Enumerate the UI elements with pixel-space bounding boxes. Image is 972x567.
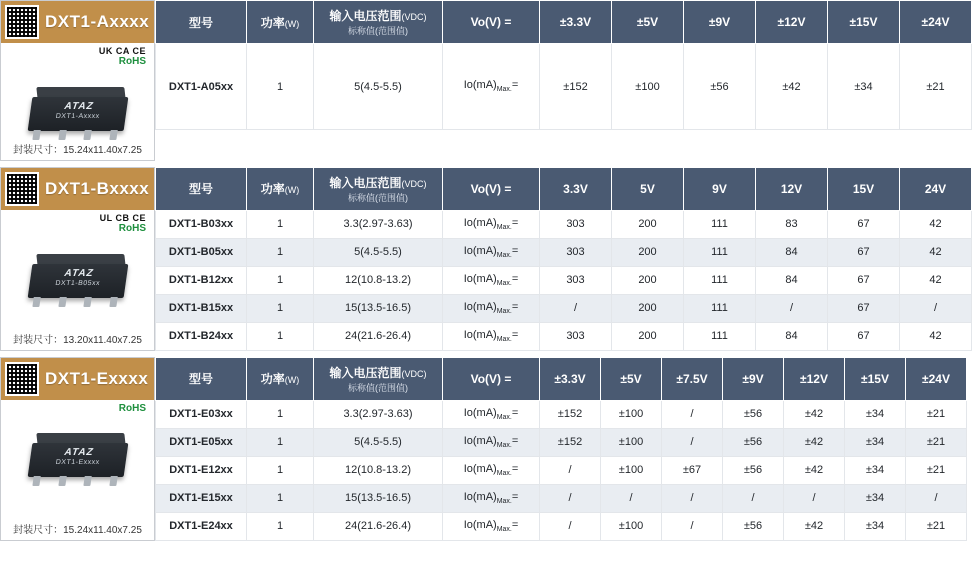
column-header-label: 功率 (260, 182, 285, 197)
output-current-cell: / (906, 484, 967, 512)
certification-marks (1, 43, 154, 68)
module-illustration (26, 254, 130, 308)
product-panel (0, 0, 155, 161)
output-current-cell: ±34 (828, 44, 900, 130)
output-current-cell: / (784, 484, 845, 512)
product-block (0, 357, 950, 541)
input-voltage-cell: 15(13.5-16.5) (314, 484, 443, 512)
column-header (612, 1, 684, 44)
output-current-cell: 111 (684, 238, 756, 266)
output-current-cell: ±100 (601, 456, 662, 484)
column-header-label: 3.3V (563, 181, 588, 196)
output-current-cell: 67 (828, 266, 900, 294)
input-voltage-cell: 24(21.6-26.4) (314, 322, 443, 350)
column-header-label: 输入电压范围 (329, 9, 402, 23)
module-brand-label: ATAZ (63, 267, 94, 279)
qr-code-icon[interactable] (5, 5, 39, 39)
output-current-cell: 111 (684, 294, 756, 322)
output-current-cell: 83 (756, 210, 828, 238)
column-header (314, 167, 443, 210)
model-cell: DXT1-E03xx (156, 400, 247, 428)
table-row[interactable] (156, 322, 972, 350)
output-current-cell: ±152 (540, 400, 601, 428)
output-current-cell: 303 (540, 210, 612, 238)
model-cell: DXT1-E15xx (156, 484, 247, 512)
output-current-label-cell: $Io(mA)_{Max.}=$ (443, 44, 540, 130)
spacer-cell (443, 130, 540, 161)
column-header (612, 167, 684, 210)
column-header (247, 167, 314, 210)
output-current-label-cell: $Io(mA)_{Max.}=$ (443, 266, 540, 294)
product-block (0, 0, 950, 161)
column-header (247, 1, 314, 44)
certification-marks (1, 210, 154, 235)
product-series-title: DXT1-Bxxxx (45, 178, 150, 198)
column-header-unit: (W) (284, 18, 300, 29)
column-header (845, 357, 906, 400)
output-current-cell: 200 (612, 322, 684, 350)
power-cell: 1 (247, 322, 314, 350)
model-cell: DXT1-B12xx (156, 266, 247, 294)
column-header-label: ±12V (800, 371, 828, 386)
cert-mark: UK CA CE (98, 46, 146, 56)
output-current-cell: / (662, 512, 723, 540)
table-header-row (156, 1, 972, 44)
column-header (828, 1, 900, 44)
output-current-cell: 67 (828, 322, 900, 350)
column-header-unit: (W) (284, 375, 300, 386)
column-header-label: 12V (780, 181, 803, 196)
column-header-label: ±5V (636, 15, 659, 29)
column-header (443, 167, 540, 210)
output-current-cell: ±34 (845, 484, 906, 512)
spacer-row (156, 130, 972, 161)
spacer-cell (828, 130, 900, 161)
column-header (906, 357, 967, 400)
output-current-cell: / (540, 512, 601, 540)
input-voltage-cell: 3.3(2.97-3.63) (314, 400, 443, 428)
module-part-label: DXT1-B05xx (54, 279, 100, 287)
module-illustration (26, 87, 130, 141)
column-header (784, 357, 845, 400)
module-pins (32, 297, 117, 307)
column-header-label: 功率 (260, 372, 285, 387)
column-header-label: 9V (712, 181, 727, 196)
column-header-label: ±15V (861, 371, 889, 386)
output-current-cell: / (723, 484, 784, 512)
output-current-cell: / (662, 400, 723, 428)
output-current-cell: ±152 (540, 428, 601, 456)
output-current-cell: / (601, 484, 662, 512)
input-voltage-cell: 12(10.8-13.2) (314, 266, 443, 294)
column-header-sub: 标称值(范围值) (348, 26, 408, 36)
column-header-label: ±12V (777, 15, 806, 29)
column-header-unit: (VDC) (401, 12, 427, 22)
output-current-cell: 303 (540, 322, 612, 350)
column-header-label: 24V (924, 181, 947, 196)
spacer-cell (612, 130, 684, 161)
package-size-note: 封装尺寸：15.24x11.40x7.25 (13, 524, 142, 536)
column-header-label: 输入电压范围 (329, 365, 402, 380)
qr-code-icon[interactable] (5, 172, 39, 206)
output-current-cell: / (540, 294, 612, 322)
column-header (900, 1, 972, 44)
table-row[interactable] (156, 294, 972, 322)
column-header-label: 5V (640, 181, 655, 196)
model-cell: DXT1-B24xx (156, 322, 247, 350)
column-header (314, 357, 443, 400)
output-current-cell: ±21 (906, 428, 967, 456)
panel-header (1, 1, 154, 43)
product-panel (0, 357, 155, 541)
model-cell: DXT1-E24xx (156, 512, 247, 540)
output-current-cell: 42 (900, 210, 972, 238)
module-part-label: DXT1-Axxxx (54, 112, 100, 120)
column-header (756, 167, 828, 210)
input-voltage-cell: 5(4.5-5.5) (314, 44, 443, 130)
spacer-cell (314, 130, 443, 161)
output-current-cell: ±42 (784, 512, 845, 540)
output-current-label-cell: $Io(mA)_{Max.}=$ (443, 400, 540, 428)
column-header-label: ±3.3V (554, 371, 586, 386)
output-current-label-cell: $Io(mA)_{Max.}=$ (443, 512, 540, 540)
spec-table (155, 357, 967, 541)
panel-header (1, 168, 154, 210)
column-header (156, 1, 247, 44)
output-current-cell: 111 (684, 210, 756, 238)
output-current-cell: ±56 (723, 456, 784, 484)
certification-marks (1, 400, 154, 415)
output-current-label-cell: $Io(mA)_{Max.}=$ (443, 484, 540, 512)
output-current-cell: ±100 (612, 44, 684, 130)
power-cell: 1 (247, 512, 314, 540)
output-current-cell: ±21 (900, 44, 972, 130)
spacer-cell (900, 130, 972, 161)
output-current-cell: ±34 (845, 512, 906, 540)
table-row[interactable] (156, 44, 972, 130)
column-header (756, 1, 828, 44)
output-current-cell: ±56 (723, 428, 784, 456)
output-current-cell: ±34 (845, 428, 906, 456)
column-header-label: ±24V (921, 15, 950, 29)
output-current-cell: 42 (900, 322, 972, 350)
table-row[interactable] (156, 400, 967, 428)
column-header (540, 167, 612, 210)
output-current-cell: ±56 (723, 512, 784, 540)
product-block (0, 167, 947, 351)
column-header-label: ±3.3V (559, 15, 592, 29)
output-current-cell: 303 (540, 238, 612, 266)
output-current-cell: 111 (684, 322, 756, 350)
power-cell: 1 (247, 266, 314, 294)
output-current-cell: ±56 (684, 44, 756, 130)
output-current-cell: 111 (684, 266, 756, 294)
output-current-cell: ±34 (845, 456, 906, 484)
column-header-label: ±9V (708, 15, 731, 29)
output-current-cell: / (662, 428, 723, 456)
column-header (156, 357, 247, 400)
column-header (540, 357, 601, 400)
output-current-cell: 67 (828, 294, 900, 322)
column-header (601, 357, 662, 400)
output-current-cell: / (540, 456, 601, 484)
output-current-cell: ±56 (723, 400, 784, 428)
column-header (247, 357, 314, 400)
output-current-cell: / (756, 294, 828, 322)
column-header (828, 167, 900, 210)
output-current-cell: / (662, 484, 723, 512)
column-header-label: Vo(V) = (470, 181, 512, 196)
product-panel (0, 167, 155, 351)
output-current-cell: ±21 (906, 456, 967, 484)
column-header-unit: (VDC) (401, 178, 427, 189)
model-cell: DXT1-B05xx (156, 238, 247, 266)
module-brand-label: ATAZ (63, 100, 94, 112)
product-series-title: DXT1-Exxxx (45, 368, 149, 388)
column-header-label: Vo(V) = (470, 371, 512, 386)
rohs-mark: RoHS (118, 223, 146, 235)
panel-header (1, 358, 154, 400)
output-current-cell: 67 (828, 210, 900, 238)
column-header-label: ±5V (620, 371, 642, 386)
column-header (900, 167, 972, 210)
output-current-cell: / (540, 484, 601, 512)
output-current-label-cell: $Io(mA)_{Max.}=$ (443, 210, 540, 238)
product-series-title: DXT1-Axxxx (45, 12, 150, 31)
output-current-cell: 200 (612, 238, 684, 266)
table-header-row (156, 357, 967, 400)
spacer-cell (540, 130, 612, 161)
table-row[interactable] (156, 210, 972, 238)
output-current-cell: ±100 (601, 428, 662, 456)
column-header-unit: (W) (284, 185, 300, 196)
column-header-label: ±9V (742, 371, 764, 386)
output-current-cell: / (900, 294, 972, 322)
table-row[interactable] (156, 238, 972, 266)
column-header-label: 型号 (188, 372, 213, 387)
power-cell: 1 (247, 400, 314, 428)
input-voltage-cell: 12(10.8-13.2) (314, 456, 443, 484)
input-voltage-cell: 3.3(2.97-3.63) (314, 210, 443, 238)
module-illustration (26, 433, 130, 487)
table-row[interactable] (156, 484, 967, 512)
column-header (684, 1, 756, 44)
column-header-label: ±15V (849, 15, 878, 29)
column-header-unit: (VDC) (401, 368, 427, 379)
power-cell: 1 (247, 456, 314, 484)
spec-table (155, 167, 972, 351)
column-header-sub: 标称值(范围值) (348, 382, 408, 393)
output-current-cell: ±100 (601, 400, 662, 428)
output-current-label-cell: $Io(mA)_{Max.}=$ (443, 456, 540, 484)
output-current-label-cell: $Io(mA)_{Max.}=$ (443, 428, 540, 456)
input-voltage-cell: 15(13.5-16.5) (314, 294, 443, 322)
power-cell: 1 (247, 210, 314, 238)
output-current-cell: 42 (900, 266, 972, 294)
output-current-cell: ±67 (662, 456, 723, 484)
module-part-label: DXT1-Exxxx (54, 459, 100, 467)
column-header-label: 功率 (260, 15, 285, 30)
output-current-cell: ±42 (784, 456, 845, 484)
output-current-cell: ±42 (784, 400, 845, 428)
cert-mark: UL CB CE (99, 212, 146, 223)
module-pins (32, 476, 117, 486)
input-voltage-cell: 5(4.5-5.5) (314, 428, 443, 456)
spacer-cell (756, 130, 828, 161)
output-current-cell: 200 (612, 210, 684, 238)
product-photo (1, 235, 154, 327)
model-cell: DXT1-A05xx (156, 44, 247, 130)
output-current-cell: ±42 (784, 428, 845, 456)
table-header-row (156, 167, 972, 210)
output-current-cell: 84 (756, 238, 828, 266)
power-cell: 1 (247, 428, 314, 456)
column-header-label: ±7.5V (676, 371, 708, 386)
column-header (314, 1, 443, 44)
power-cell: 1 (247, 238, 314, 266)
package-size-note: 封装尺寸：13.20x11.40x7.25 (13, 334, 142, 346)
column-header (684, 167, 756, 210)
table-row[interactable] (156, 512, 967, 540)
table-row[interactable] (156, 266, 972, 294)
output-current-cell: ±100 (601, 512, 662, 540)
output-current-cell: ±34 (845, 400, 906, 428)
output-current-cell: 42 (900, 238, 972, 266)
output-current-cell: 200 (612, 294, 684, 322)
output-current-cell: 84 (756, 322, 828, 350)
output-current-label-cell: $Io(mA)_{Max.}=$ (443, 322, 540, 350)
model-cell: DXT1-E12xx (156, 456, 247, 484)
column-header-label: 型号 (188, 15, 213, 30)
column-header-label: ±24V (922, 371, 950, 386)
column-header (540, 1, 612, 44)
output-current-cell: 200 (612, 266, 684, 294)
column-header-sub: 标称值(范围值) (348, 192, 408, 203)
model-cell: DXT1-B03xx (156, 210, 247, 238)
output-current-cell: ±42 (756, 44, 828, 130)
spacer-cell (247, 130, 314, 161)
product-photo (1, 414, 154, 506)
output-current-cell: 303 (540, 266, 612, 294)
model-cell: DXT1-B15xx (156, 294, 247, 322)
input-voltage-cell: 5(4.5-5.5) (314, 238, 443, 266)
input-voltage-cell: 24(21.6-26.4) (314, 512, 443, 540)
column-header-label: 输入电压范围 (329, 175, 402, 190)
power-cell: 1 (247, 44, 314, 130)
output-current-cell: ±21 (906, 400, 967, 428)
column-header (443, 357, 540, 400)
column-header (443, 1, 540, 44)
spec-table (155, 0, 972, 161)
spacer-cell (156, 130, 247, 161)
output-current-cell: 67 (828, 238, 900, 266)
column-header (662, 357, 723, 400)
power-cell: 1 (247, 294, 314, 322)
output-current-cell: ±152 (540, 44, 612, 130)
rohs-mark: RoHS (118, 402, 146, 414)
column-header (723, 357, 784, 400)
spacer-cell (684, 130, 756, 161)
module-brand-label: ATAZ (63, 447, 94, 459)
column-header-label: Vo(V) = (470, 15, 512, 29)
output-current-label-cell: $Io(mA)_{Max.}=$ (443, 294, 540, 322)
module-pins (32, 130, 117, 140)
table-row[interactable] (156, 428, 967, 456)
column-header (156, 167, 247, 210)
output-current-cell: 84 (756, 266, 828, 294)
output-current-cell: ±21 (906, 512, 967, 540)
column-header-label: 15V (852, 181, 875, 196)
output-current-label-cell: $Io(mA)_{Max.}=$ (443, 238, 540, 266)
power-cell: 1 (247, 484, 314, 512)
package-size-note: 封装尺寸：15.24x11.40x7.25 (13, 144, 142, 156)
table-row[interactable] (156, 456, 967, 484)
rohs-mark: RoHS (118, 56, 146, 68)
qr-code-icon[interactable] (5, 362, 39, 396)
model-cell: DXT1-E05xx (156, 428, 247, 456)
column-header-label: 型号 (188, 182, 213, 197)
